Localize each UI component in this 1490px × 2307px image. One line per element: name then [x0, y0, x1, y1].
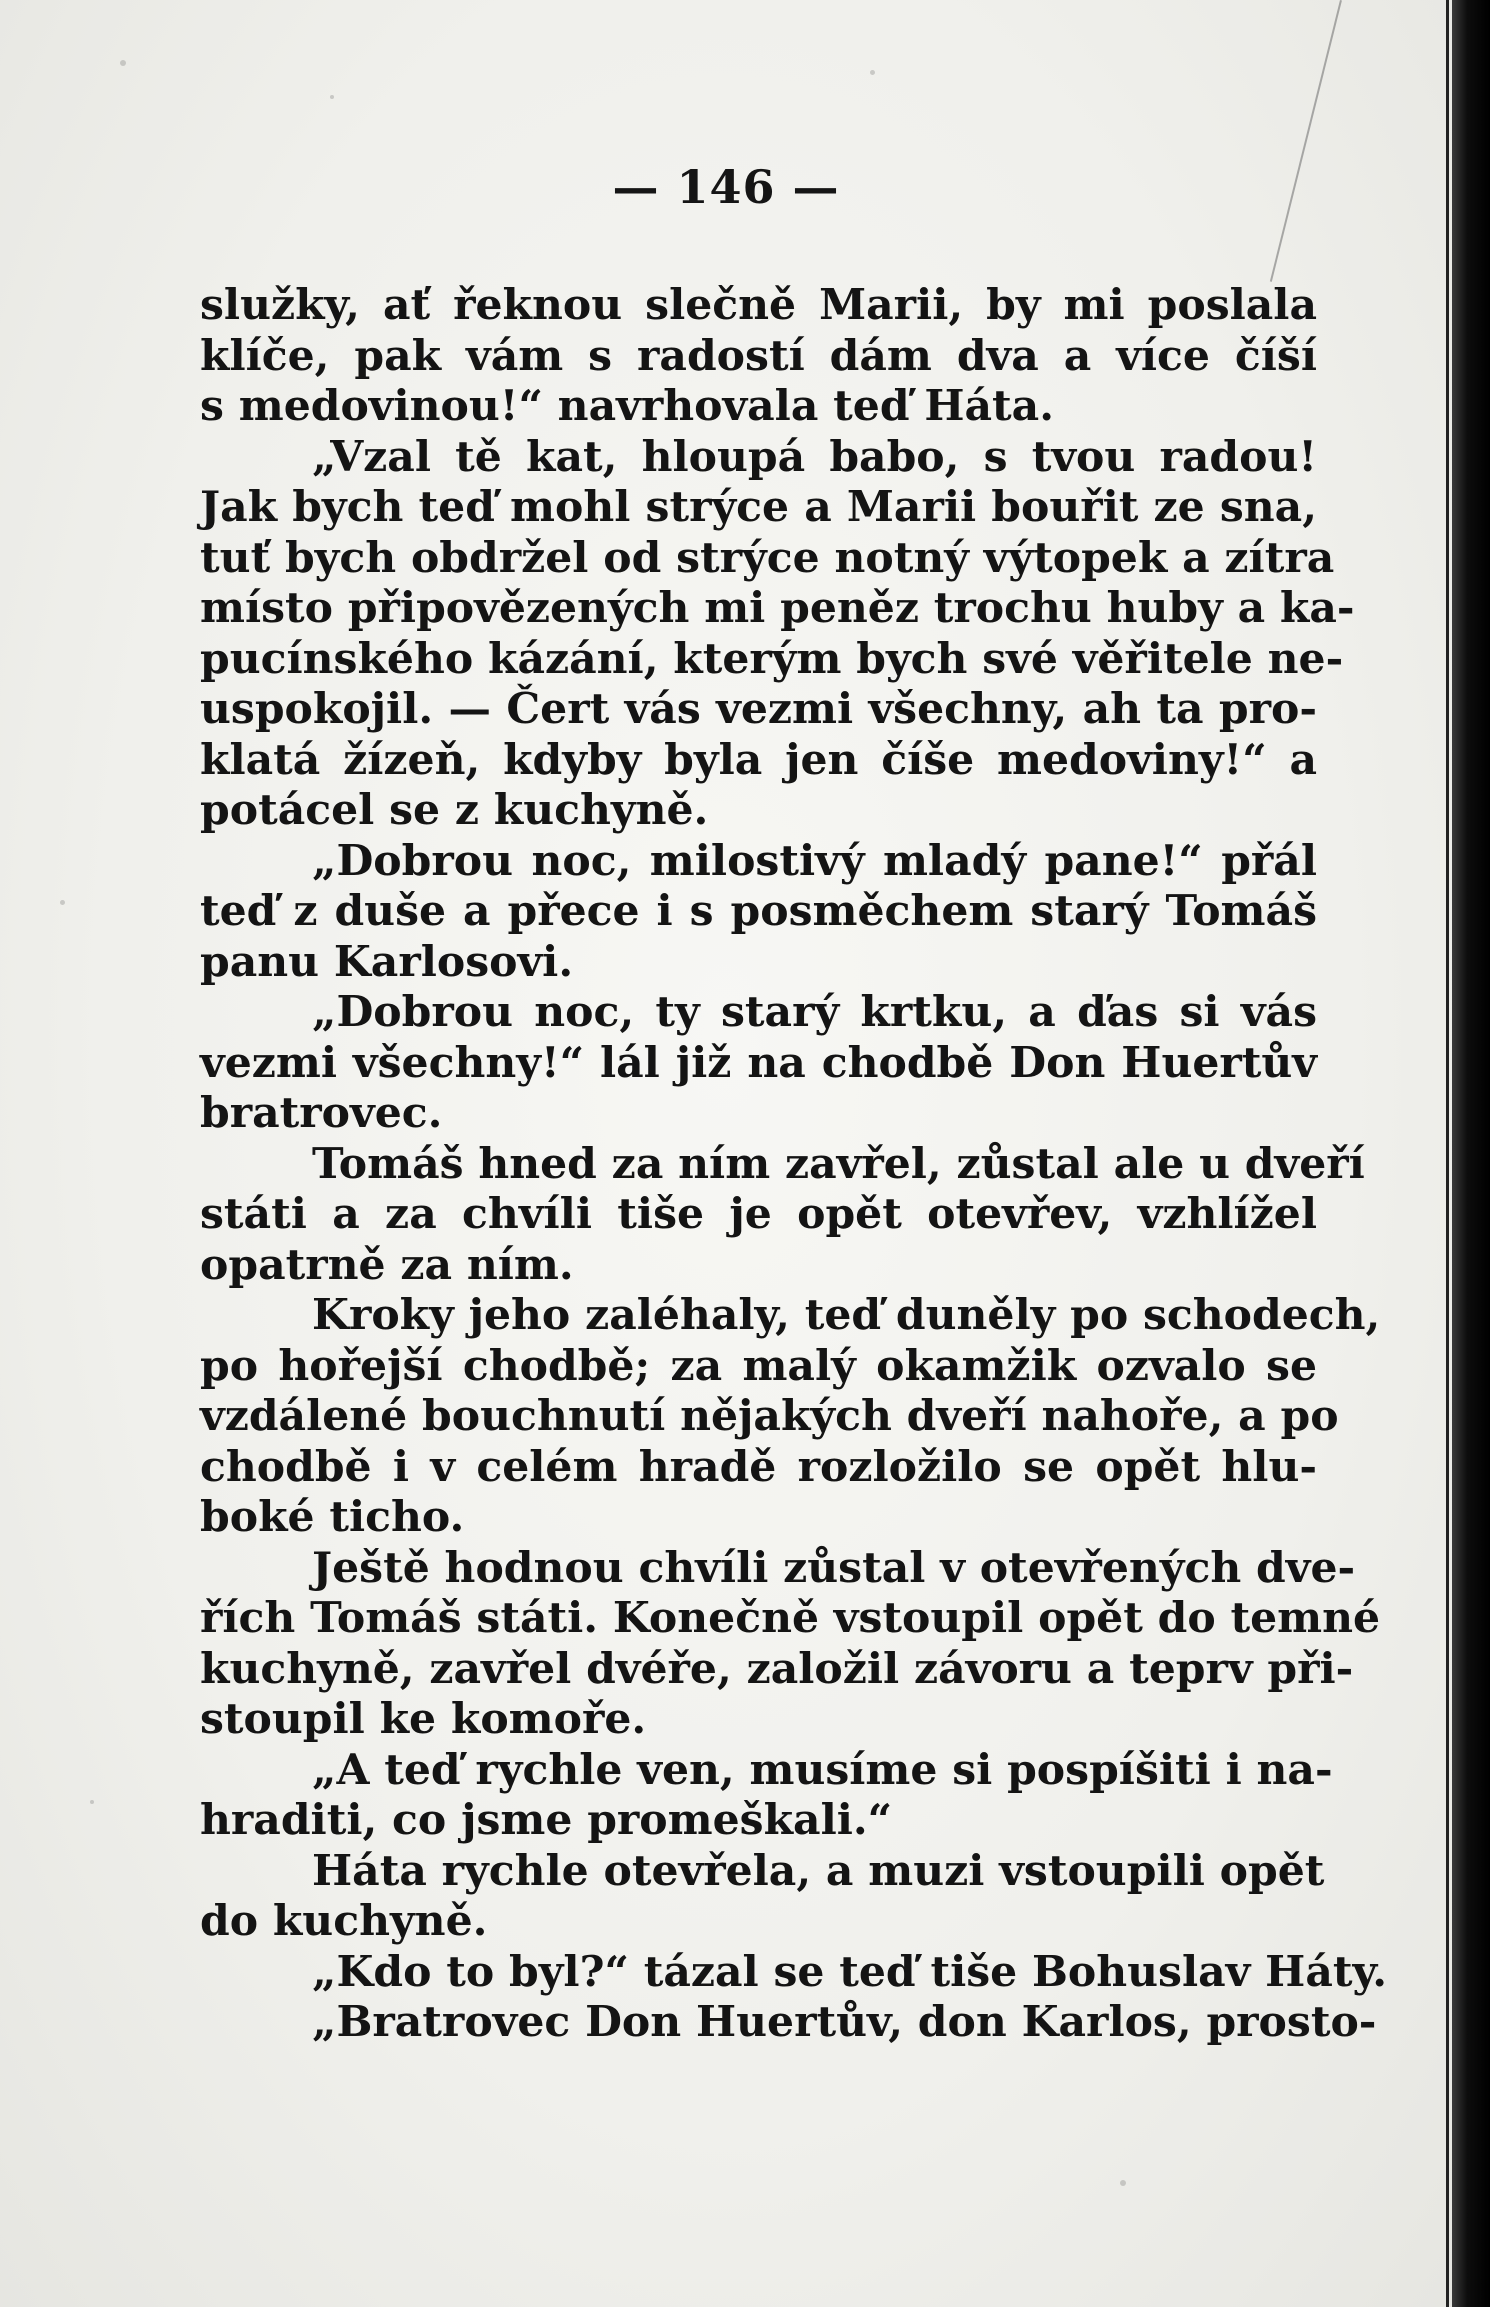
text-line: „Vzal tě kat, hloupá babo, s tvou radou!: [312, 431, 1317, 482]
text-line: vzdálené bouchnutí nějakých dveří nahoře, a po: [200, 1391, 1339, 1441]
text-line: „A teď rychle ven, musíme si pospíšiti i na-: [312, 1744, 1333, 1795]
text-line: klíče, pak vám s radostí dám dva a více číší: [200, 330, 1317, 381]
text-line: kuchyně, zavřel dvéře, založil závoru a teprv při-: [200, 1643, 1354, 1694]
text-line: „Bratrovec Don Huertův, don Karlos, prosto-: [312, 1997, 1377, 2047]
text-line: do kuchyně.: [200, 1896, 488, 1946]
text-line: státi a za chvíli tiše je opět otevřev, vzhlížel: [200, 1189, 1317, 1239]
text-line: „Dobrou noc, milostivý mladý pane!“ přál: [312, 835, 1317, 886]
paper-speck: [120, 60, 126, 66]
text-line: „Dobrou noc, ty starý krtku, a ďas si vás: [312, 987, 1317, 1037]
text-line: potácel se z kuchyně.: [200, 785, 709, 835]
text-line: Tomáš hned za ním zavřel, zůstal ale u dveří: [312, 1138, 1365, 1189]
text-line: uspokojil. — Čert vás vezmi všechny, ah ta pro-: [200, 684, 1317, 734]
text-line: Jak bych teď mohl strýce a Marii bouřit ze sna,: [200, 482, 1317, 532]
text-line: Háta rychle otevřela, a muzi vstoupili opět: [312, 1845, 1325, 1896]
text-line: „Kdo to byl?“ tázal se teď tiše Bohuslav Háty.: [312, 1946, 1388, 1997]
paper-speck: [90, 1800, 94, 1804]
page-edge-line: [1446, 0, 1449, 2307]
body-text: [200, 280, 1388, 2048]
text-line: Ještě hodnou chvíli zůstal v otevřených dve-: [312, 1542, 1356, 1593]
text-line: po hořejší chodbě; za malý okamžik ozvalo se: [200, 1340, 1317, 1391]
text-line: stoupil ke komoře.: [200, 1694, 647, 1744]
text-line: teď z duše a přece i s posměchem starý Tomáš: [200, 886, 1317, 936]
paper-speck: [1120, 2180, 1126, 2186]
text-line: boké ticho.: [200, 1492, 465, 1542]
text-line: opatrně za ním.: [200, 1239, 574, 1290]
text-line: vezmi všechny!“ lál již na chodbě Don Huertův: [200, 1037, 1317, 1088]
page-number: — 146 —: [612, 160, 840, 214]
text-line: místo připovězených mi peněz trochu huby a ka-: [200, 583, 1355, 633]
text-line: panu Karlosovi.: [200, 936, 574, 987]
scan-artifact-line: [1270, 0, 1342, 282]
text-line: služky, ať řeknou slečně Marii, by mi poslala: [200, 280, 1317, 330]
text-line: tuť bych obdržel od strýce notný výtopek a zítra: [200, 532, 1335, 583]
paper-speck: [330, 95, 334, 99]
text-line: řích Tomáš státi. Konečně vstoupil opět do temné: [200, 1593, 1381, 1643]
text-line: pucínského kázání, kterým bych své věřitele ne-: [200, 633, 1344, 684]
text-line: bratrovec.: [200, 1088, 443, 1138]
paper-speck: [60, 900, 65, 905]
text-line: Kroky jeho zaléhaly, teď duněly po schodech,: [312, 1290, 1381, 1340]
text-line: hraditi, co jsme promeškali.“: [200, 1795, 893, 1845]
text-line: chodbě i v celém hradě rozložilo se opět hlu-: [200, 1441, 1317, 1492]
paper-speck: [870, 70, 875, 75]
text-line: klatá žízeň, kdyby byla jen číše medoviny!“ a: [200, 734, 1317, 785]
scan-border: [1452, 0, 1490, 2307]
text-line: s medovinou!“ navrhovala teď Háta.: [200, 381, 1055, 431]
